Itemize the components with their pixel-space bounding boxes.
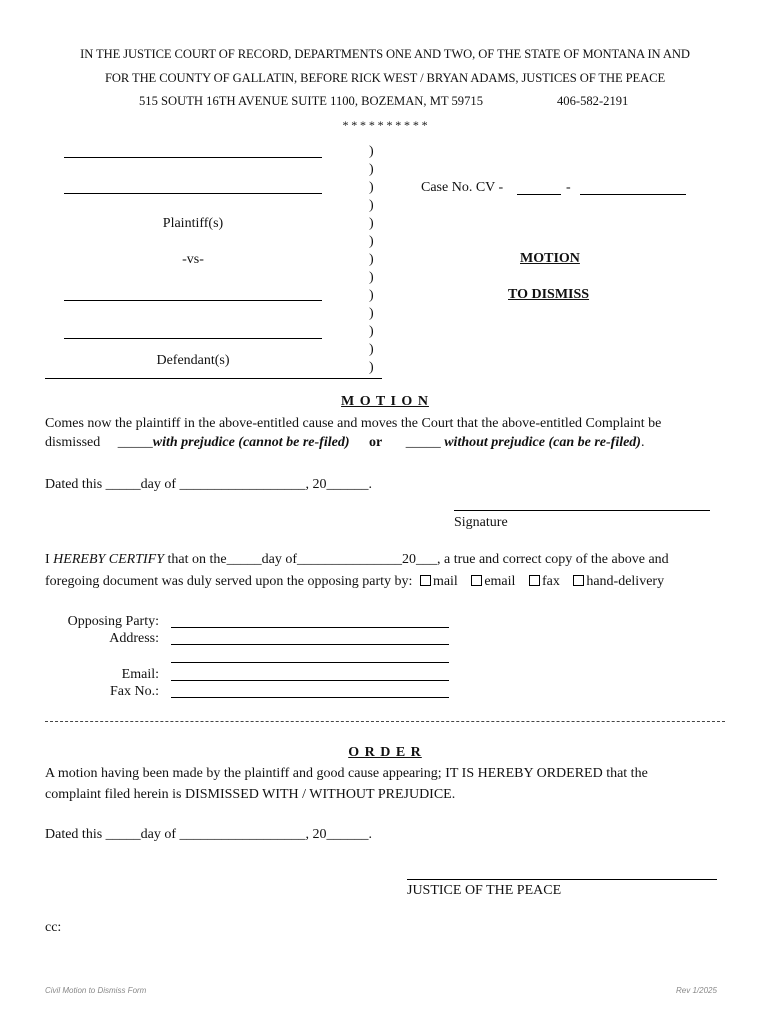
with-prejudice-blank[interactable]: _____	[117, 435, 153, 450]
plaintiff-name-field-1[interactable]	[64, 145, 322, 158]
email-option-label: email	[484, 574, 516, 589]
cc-label: cc:	[45, 920, 62, 935]
opposing-party-field[interactable]	[171, 615, 449, 628]
address-field-2[interactable]	[171, 650, 449, 663]
court-phone: 406-582-2191	[557, 94, 629, 108]
case-number-label: Case No. CV -	[421, 180, 504, 195]
motion-heading: M O T I O N	[341, 394, 429, 409]
case-number-seq-field[interactable]	[580, 182, 686, 195]
mail-checkbox[interactable]	[420, 575, 431, 586]
opposing-party-label: Opposing Party:	[67, 614, 159, 629]
address-field-1[interactable]	[171, 632, 449, 645]
email-checkbox[interactable]	[471, 575, 482, 586]
caption-bottom-rule	[45, 378, 382, 379]
certify-line1: I HEREBY CERTIFY that on the_____day of_______________20___, a true and correct copy of the above and	[45, 552, 669, 567]
case-number-dash: -	[566, 180, 571, 195]
signature-field[interactable]	[454, 498, 710, 511]
fax-option-label: fax	[541, 574, 560, 589]
footer-revision: Rev 1/2025	[676, 986, 717, 995]
order-text-line1: A motion having been made by the plaintiff and good cause appearing; IT IS HEREBY ORDERED that the	[45, 766, 648, 781]
email-field[interactable]	[171, 668, 449, 681]
court-address: 515 SOUTH 16TH AVENUE SUITE 1100, BOZEMAN, MT 59715	[139, 94, 483, 108]
mail-option-label: mail	[432, 574, 458, 589]
hand-delivery-option-label: hand-delivery	[586, 574, 665, 589]
order-text-line2: complaint filed herein is DISMISSED WITH / WITHOUT PREJUDICE.	[45, 787, 456, 802]
plaintiff-label: Plaintiff(s)	[162, 216, 224, 231]
hand-delivery-checkbox[interactable]	[573, 575, 584, 586]
defendant-name-field-1[interactable]	[64, 288, 322, 301]
certify-line2: foregoing document was duly served upon the opposing party by: mail email fax hand-delivery	[45, 574, 665, 589]
caption-parens: ) ) ) ) ) ) ) ) ) ) ) ) )	[369, 144, 374, 375]
address-label: Address:	[109, 631, 159, 646]
without-prejudice-blank[interactable]: _____	[405, 435, 441, 450]
motion-title: MOTION	[520, 251, 580, 266]
motion-text-line1: Comes now the plaintiff in the above-entitled cause and moves the Court that the above-entitled Complaint be	[45, 416, 662, 431]
order-heading: O R D E R	[348, 745, 422, 760]
without-prejudice-option: without prejudice (can be re-filed)	[440, 435, 641, 450]
defendant-label: Defendant(s)	[156, 353, 230, 368]
email-label: Email:	[121, 667, 159, 682]
motion-text-line2: dismissed _____with prejudice (cannot be re-filed) or _____ without prejudice (can be re-filed).	[45, 435, 645, 450]
fax-checkbox[interactable]	[529, 575, 540, 586]
defendant-name-field-2[interactable]	[64, 326, 322, 339]
motion-dated-line: Dated this _____day of __________________, 20______.	[45, 477, 373, 492]
court-header-line2: FOR THE COUNTY OF GALLATIN, BEFORE RICK WEST / BRYAN ADAMS, JUSTICES OF THE PEACE	[104, 71, 666, 85]
justice-signature-field[interactable]	[407, 867, 717, 880]
separator-stars: * * * * * * * * * *	[342, 118, 428, 132]
fax-field[interactable]	[171, 685, 449, 698]
court-header-line1: IN THE JUSTICE COURT OF RECORD, DEPARTMENTS ONE AND TWO, OF THE STATE OF MONTANA IN AND	[80, 47, 690, 61]
fax-label: Fax No.:	[110, 684, 159, 699]
section-divider	[45, 721, 725, 722]
versus-label: -vs-	[182, 252, 204, 267]
footer-form-name: Civil Motion to Dismiss Form	[45, 986, 147, 995]
with-prejudice-option: with prejudice (cannot be re-filed)	[152, 435, 350, 450]
signature-label: Signature	[454, 515, 508, 530]
order-dated-line: Dated this _____day of __________________, 20______.	[45, 827, 373, 842]
to-dismiss-title: TO DISMISS	[508, 287, 590, 302]
justice-label: JUSTICE OF THE PEACE	[407, 883, 562, 898]
case-number-year-field[interactable]	[517, 182, 561, 195]
plaintiff-name-field-2[interactable]	[64, 181, 322, 194]
